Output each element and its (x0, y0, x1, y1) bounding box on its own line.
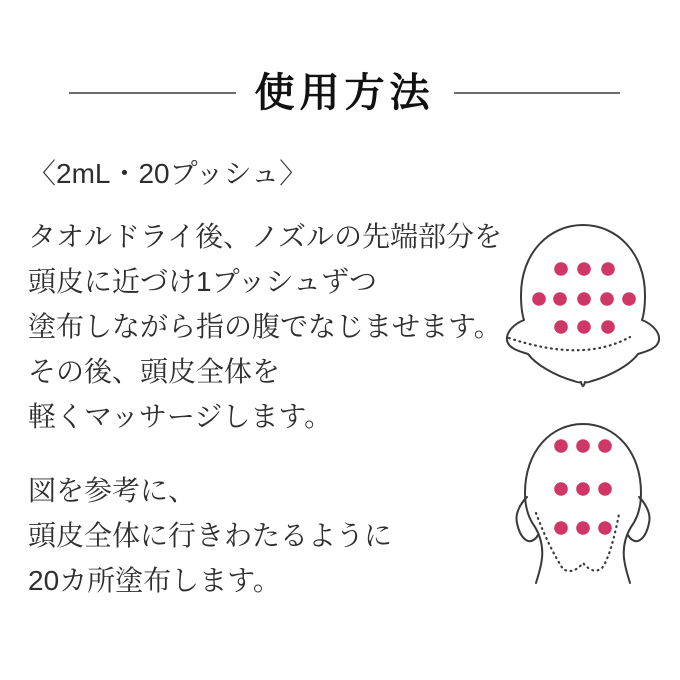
application-dot (554, 521, 568, 535)
application-dot (577, 262, 591, 276)
application-dot (601, 320, 615, 334)
application-dot (554, 482, 568, 496)
application-dot (577, 320, 591, 334)
application-dot (576, 482, 590, 496)
application-dot (622, 292, 636, 306)
instruction-paragraph-2 (28, 468, 392, 603)
application-dot (600, 292, 614, 306)
instruction-line: 塗布しながら指の腹でなじませます。 (28, 311, 502, 342)
instruction-line: 頭皮に近づけ1プッシュずつ (28, 266, 378, 297)
application-dot (576, 439, 590, 453)
application-dot (576, 521, 590, 535)
application-dot (553, 292, 567, 306)
application-dot (554, 439, 568, 453)
instruction-paragraph-1 (28, 214, 502, 439)
application-dot (601, 262, 615, 276)
instruction-line: 図を参考に、 (28, 475, 197, 506)
page-title: 使用方法 (254, 70, 435, 115)
instruction-line: 軽くマッサージします。 (28, 401, 333, 432)
application-dot (554, 262, 568, 276)
instruction-line: タオルドライ後、ノズルの先端部分を (28, 221, 503, 252)
instruction-line: 20カ所塗布します。 (28, 565, 281, 596)
title-divider-left (69, 92, 236, 94)
title-row (69, 66, 620, 120)
instruction-line: 頭皮全体に行きわたるように (28, 520, 393, 551)
application-dot (554, 320, 568, 334)
title-divider-right (454, 92, 621, 94)
application-dot (577, 292, 591, 306)
instruction-line: その後、頭皮全体を (28, 356, 281, 387)
head-top-view-diagram (495, 213, 671, 409)
dosage-subtitle: 〈2mL・20プッシュ〉 (28, 158, 308, 189)
application-dot (598, 482, 612, 496)
application-dot (532, 292, 546, 306)
head-back-view-diagram (495, 413, 671, 603)
application-dot (598, 439, 612, 453)
application-dot (598, 521, 612, 535)
